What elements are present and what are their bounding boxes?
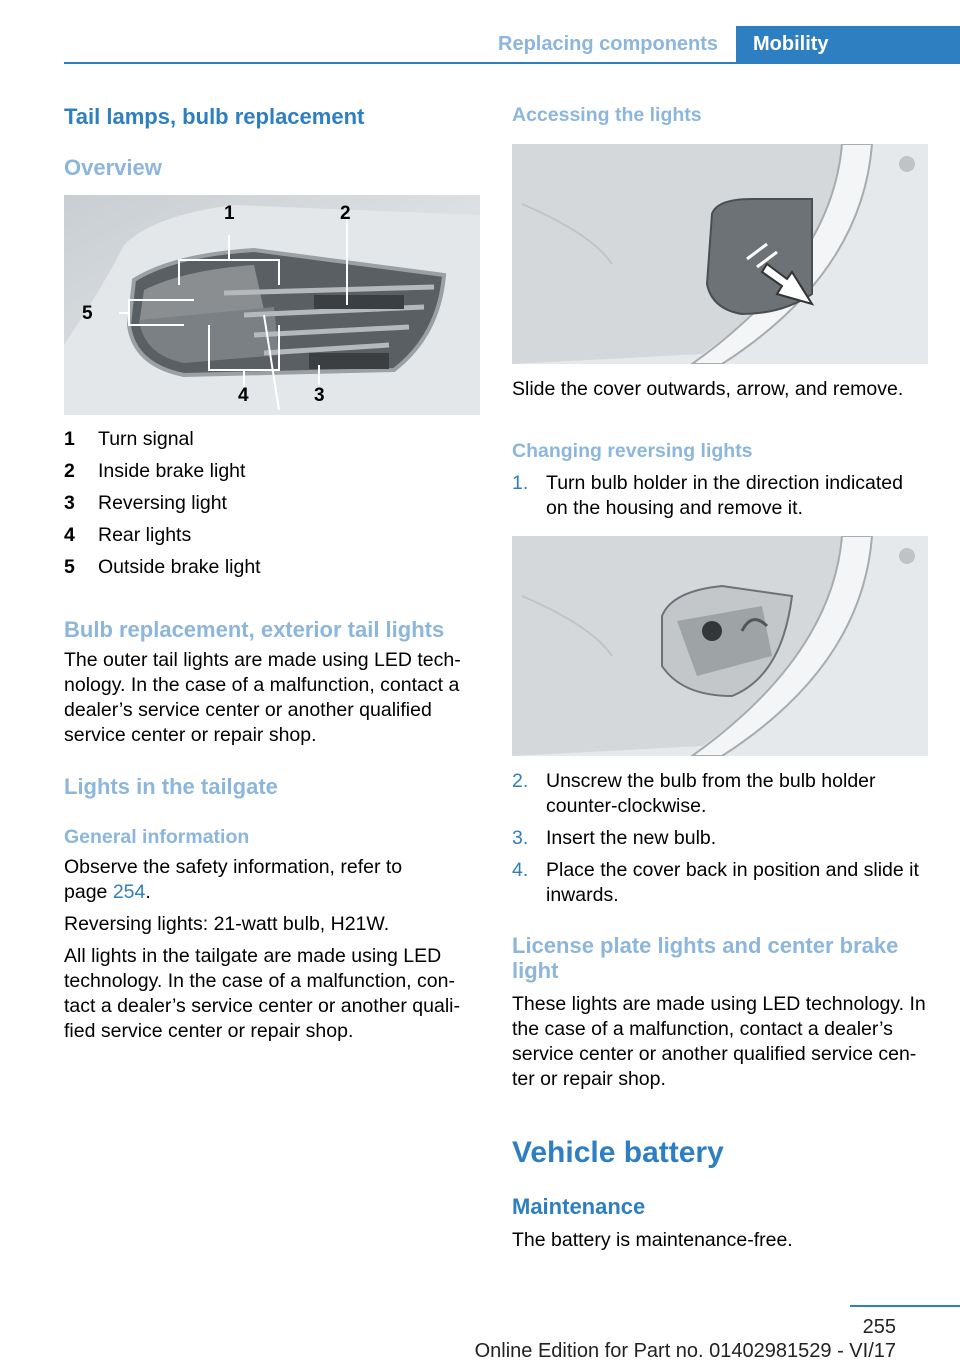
step-number: 1. [512, 472, 529, 494]
safety-text: Observe the safety information, refer to page [64, 856, 403, 903]
header-rule [64, 62, 960, 64]
legend-label: Inside brake light [98, 460, 246, 482]
cover-access-illustration [512, 144, 928, 364]
maintenance-text: The battery is maintenance-free. [512, 1229, 793, 1251]
section-title: Tail lamps, bulb replacement [64, 104, 365, 129]
footer-rule [850, 1305, 960, 1307]
step-number: 3. [512, 827, 529, 849]
legend-label: Turn signal [98, 428, 194, 450]
step-text: Insert the new bulb. [546, 827, 717, 849]
license-plate-text: These lights are made using LED technology. In the case of a malfunction, contact a dealer’s service center or another qualified service cen‐ter or repair shop. [512, 993, 926, 1090]
changing-reversing-heading: Changing reversing lights [512, 440, 753, 462]
callout-5: 5 [82, 303, 93, 324]
overview-heading: Overview [64, 155, 162, 180]
legend-label: Outside brake light [98, 556, 261, 578]
safety-text-end: . [145, 881, 151, 903]
step-text: Turn bulb holder in the direction indicated on the housing and remove it. [546, 472, 903, 519]
tailgate-led-text: All lights in the tailgate are made using LED technology. In the case of a malfunction, con‐tact a dealer’s service center or another quali‐fied service center or repair shop. [64, 945, 460, 1042]
bulb-holder-figure [512, 536, 928, 756]
header-section-title: Replacing components [498, 33, 719, 55]
bulb-replacement-heading: Bulb replacement, exterior tail lights [64, 617, 445, 642]
tailgate-heading: Lights in the tailgate [64, 774, 278, 799]
callout-2: 2 [340, 203, 351, 224]
legend-number: 3 [64, 492, 75, 514]
bulb-holder-illustration [512, 536, 928, 756]
legend-label: Reversing light [98, 492, 227, 514]
tail-lamp-illustration [64, 195, 480, 415]
legend-number: 4 [64, 524, 75, 546]
step-text: Place the cover back in position and slide it inwards. [546, 859, 919, 906]
page-254-link[interactable]: 254 [112, 881, 146, 903]
edition-footer: Online Edition for Part no. 01402981529 - VI/17 [474, 1340, 896, 1362]
callout-3: 3 [314, 385, 325, 406]
legend-number: 2 [64, 460, 75, 482]
step-number: 4. [512, 859, 529, 881]
tail-lamp-figure [64, 195, 480, 415]
bulb-replacement-text: The outer tail lights are made using LED tech‐nology. In the case of a malfunction, contact a dealer’s service center or another qualified service center or repair shop. [64, 649, 461, 746]
vehicle-battery-heading: Vehicle battery [512, 1136, 724, 1169]
legend-number: 5 [64, 556, 75, 578]
accessing-heading: Accessing the lights [512, 104, 702, 126]
header-tab-mobility: Mobility [736, 26, 960, 62]
callout-1: 1 [224, 203, 235, 224]
reversing-lights-spec: Reversing lights: 21-watt bulb, H21W. [64, 913, 390, 935]
maintenance-heading: Maintenance [512, 1194, 646, 1219]
legend-label: Rear lights [98, 524, 192, 546]
general-info-heading: General information [64, 826, 250, 848]
callout-4: 4 [238, 385, 249, 406]
step-number: 2. [512, 770, 529, 792]
license-plate-heading: License plate lights and center brake light [512, 933, 899, 983]
step-text: Unscrew the bulb from the bulb holder counter-clockwise. [546, 770, 876, 817]
safety-reference-text [64, 855, 434, 905]
page-number: 255 [862, 1316, 896, 1338]
slide-cover-text: Slide the cover outwards, arrow, and remove. [512, 378, 904, 400]
legend-number: 1 [64, 428, 75, 450]
cover-access-figure [512, 144, 928, 364]
